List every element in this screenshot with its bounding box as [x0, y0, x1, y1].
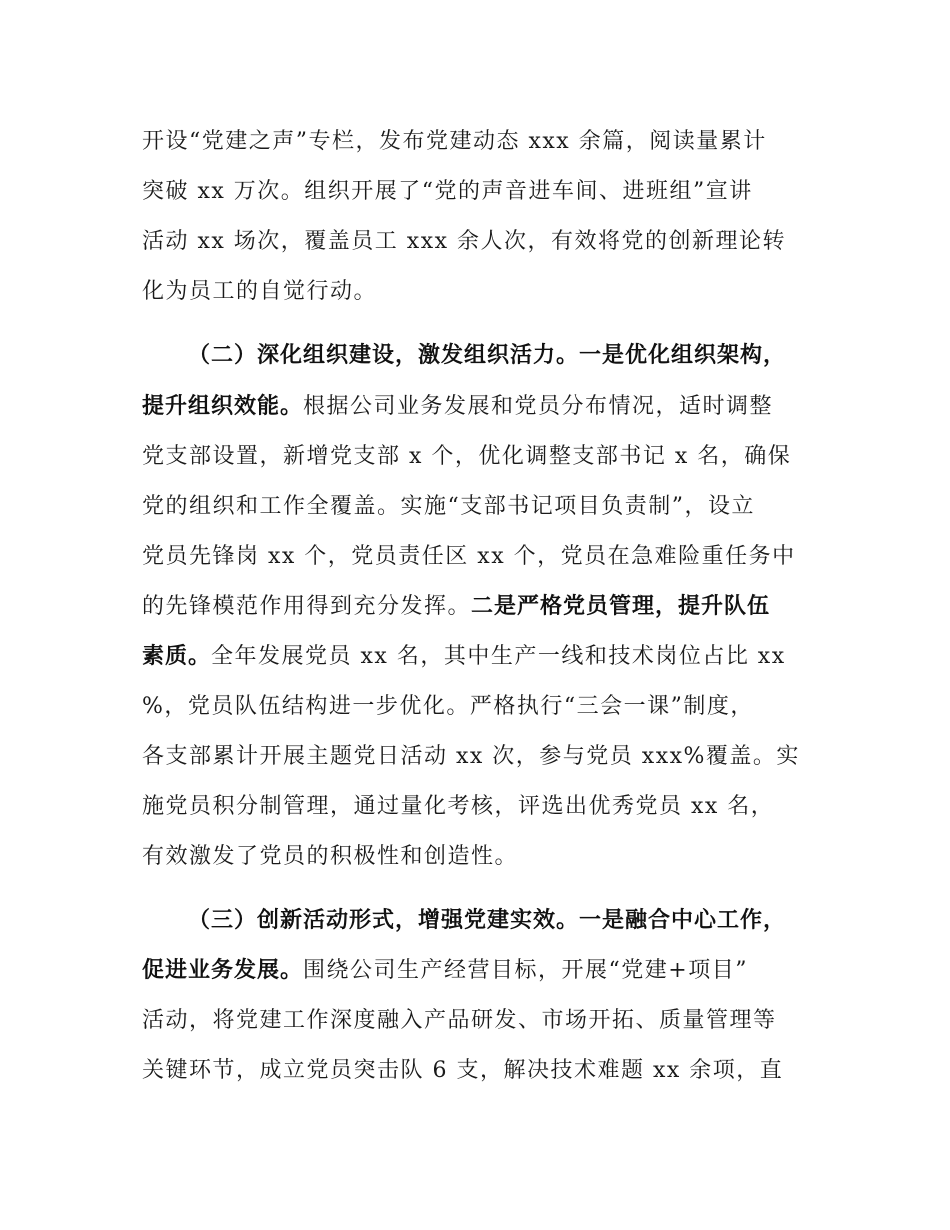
p2-line-4: 党的组织和工作全覆盖。实施“支部书记项目负责制”，设立 — [142, 494, 755, 519]
p2-line-7-bold: 素质。 — [142, 644, 212, 669]
p2-line-2-bold: 提升组织效能。 — [142, 394, 304, 419]
p3-line-3: 活动，将党建工作深度融入产品研发、市场开拓、质量管理等 — [142, 1008, 777, 1033]
p1-line-4: 化为员工的自觉行动。 — [142, 279, 378, 304]
p2-line-7 — [142, 639, 842, 675]
p2-line-2-text: 根据公司业务发展和党员分布情况，适时调整 — [303, 394, 774, 419]
p1-line-3: 活动 xx 场次，覆盖员工 xxx 余人次，有效将党的创新理论转 — [142, 229, 787, 254]
p3-line-2-text: 围绕公司生产经营目标，开展“党建+项目” — [303, 958, 748, 983]
p2-line-6-bold: 二是严格党员管理，提升队伍 — [471, 594, 771, 619]
p1-line-2: 突破 xx 万次。组织开展了“党的声音进车间、进班组”宣讲 — [142, 179, 753, 204]
p1-line-1: 开设“党建之声”专栏，发布党建动态 xxx 余篇，阅读量累计 — [142, 129, 767, 154]
p2-line-2 — [142, 389, 842, 425]
p2-line-10: 施党员积分制管理，通过量化考核，评选出优秀党员 xx 名， — [142, 794, 775, 819]
p2-line-5: 党员先锋岗 xx 个，党员责任区 xx 个，党员在急难险重任务中 — [142, 544, 796, 569]
p3-line-4: 关键环节，成立党员突击队 6 支，解决技术难题 xx 余项，直 — [142, 1058, 784, 1083]
p2-line-7-text: 全年发展党员 xx 名，其中生产一线和技术岗位占比 xx — [211, 644, 786, 669]
p3-line-2-bold: 促进业务发展。 — [142, 958, 304, 983]
p3-line-2 — [142, 953, 842, 989]
p2-line-6-text: 的先锋模范作用得到充分发挥。 — [142, 594, 472, 619]
p2-line-8: %，党员队伍结构进一步优化。严格执行“三会一课”制度， — [142, 694, 754, 719]
p2-heading-line: （二）深化组织建设，激发组织活力。一是优化组织架构， — [188, 343, 787, 368]
p2-line-6 — [142, 589, 842, 625]
p3-heading-line: （三）创新活动形式，增强党建实效。一是融合中心工作， — [188, 908, 787, 933]
p2-line-9: 各支部累计开展主题党日活动 xx 次，参与党员 xxx%覆盖。实 — [142, 744, 800, 769]
p2-line-11: 有效激发了党员的积极性和创造性。 — [142, 844, 519, 869]
p2-line-3: 党支部设置，新增党支部 x 个，优化调整支部书记 x 名，确保 — [142, 444, 792, 469]
